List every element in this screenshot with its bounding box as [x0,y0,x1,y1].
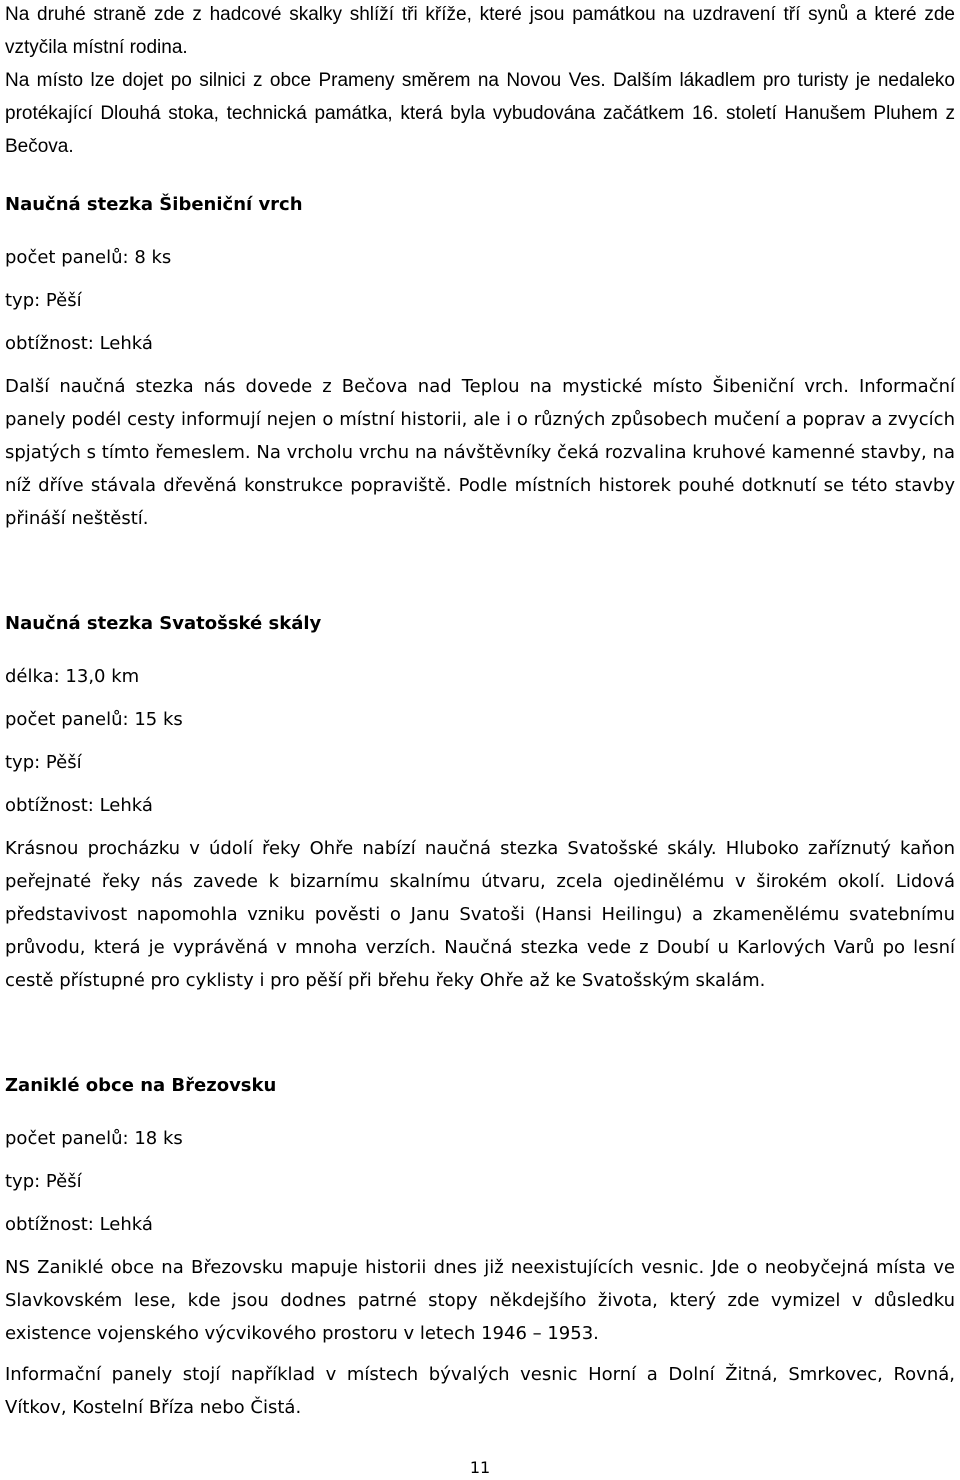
section-text: Další naučná stezka nás dovede z Bečova nad Teplou na mystické místo Šibeniční vrch. Informační panely podél cesty informují nejen o místní historii, ale i o různých způsobech mučení a poprav a zvycích spjatých s tímto řemeslem. Na vrcholu vrchu na návštěvníky čeká rozvalina kruhové kamenné stavby, na níž dříve stávala dřevěná konstrukce popraviště. Podle místních historek pouhé dotknutí se této stavby přináší neštěstí. [5,376,955,529]
panels-count: počet panelů: 15 ks [5,709,183,730]
section-title-sibenicni-vrch: Naučná stezka Šibeniční vrch [5,194,303,215]
intro-paragraph-1: Na druhé straně zde z hadcové skalky shlíží tři kříže, které jsou památkou na uzdravení tří synů a které zde vztyčila místní rodina. [5,4,955,58]
section-text: NS Zaniklé obce na Březovsku mapuje historii dnes již neexistujících vesnic. Jde o neobyčejná místa ve Slavkovském lese, kde jsou dodnes patrné stopy někdejšího života, který zde vymizel v důsledku existence vojenského výcvikového prostoru v letech 1946 – 1953. [5,1257,955,1344]
panels-count: počet panelů: 18 ks [5,1128,183,1149]
trail-type: typ: Pěší [5,290,82,311]
intro-paragraph-2: Na místo lze dojet po silnici z obce Prameny směrem na Novou Ves. Dalším lákadlem pro turisty je nedaleko protékající Dlouhá stoka, technická památka, která byla vybudována začátkem 16. století Hanušem Pluhem z Bečova. [5,70,955,157]
trail-length: délka: 13,0 km [5,666,140,687]
trail-type: typ: Pěší [5,752,82,773]
section-text-2: Informační panely stojí například v místech bývalých vesnic Horní a Dolní Žitná, Smrkovec, Rovná, Vítkov, Kostelní Bříza nebo Čistá. [5,1364,955,1418]
page-number: 11 [469,1458,491,1477]
trail-difficulty: obtížnost: Lehká [5,795,153,816]
section-title-zanikle-obce: Zaniklé obce na Březovsku [5,1075,277,1096]
panels-count: počet panelů: 8 ks [5,247,172,268]
trail-difficulty: obtížnost: Lehká [5,333,153,354]
section-text: Krásnou procházku v údolí řeky Ohře nabízí naučná stezka Svatošské skály. Hluboko zaříznutý kaňon peřejnaté řeky nás zavede k bizarnímu skalnímu útvaru, zcela ojedinělému v širokém okolí. Lidová představivost napomohla vzniku pověsti o Janu Svatoši (Hansi Heilingu) a zkamenělému svatebnímu průvodu, která je vyprávěná v mnoha verzích. Naučná stezka vede z Doubí u Karlových Varů po lesní cestě přístupné pro cyklisty i pro pěší při břehu řeky Ohře až ke Svatošským skalám. [5,838,955,991]
trail-difficulty: obtížnost: Lehká [5,1214,153,1235]
section-title-svatosske-skaly: Naučná stezka Svatošské skály [5,613,322,634]
trail-type: typ: Pěší [5,1171,82,1192]
